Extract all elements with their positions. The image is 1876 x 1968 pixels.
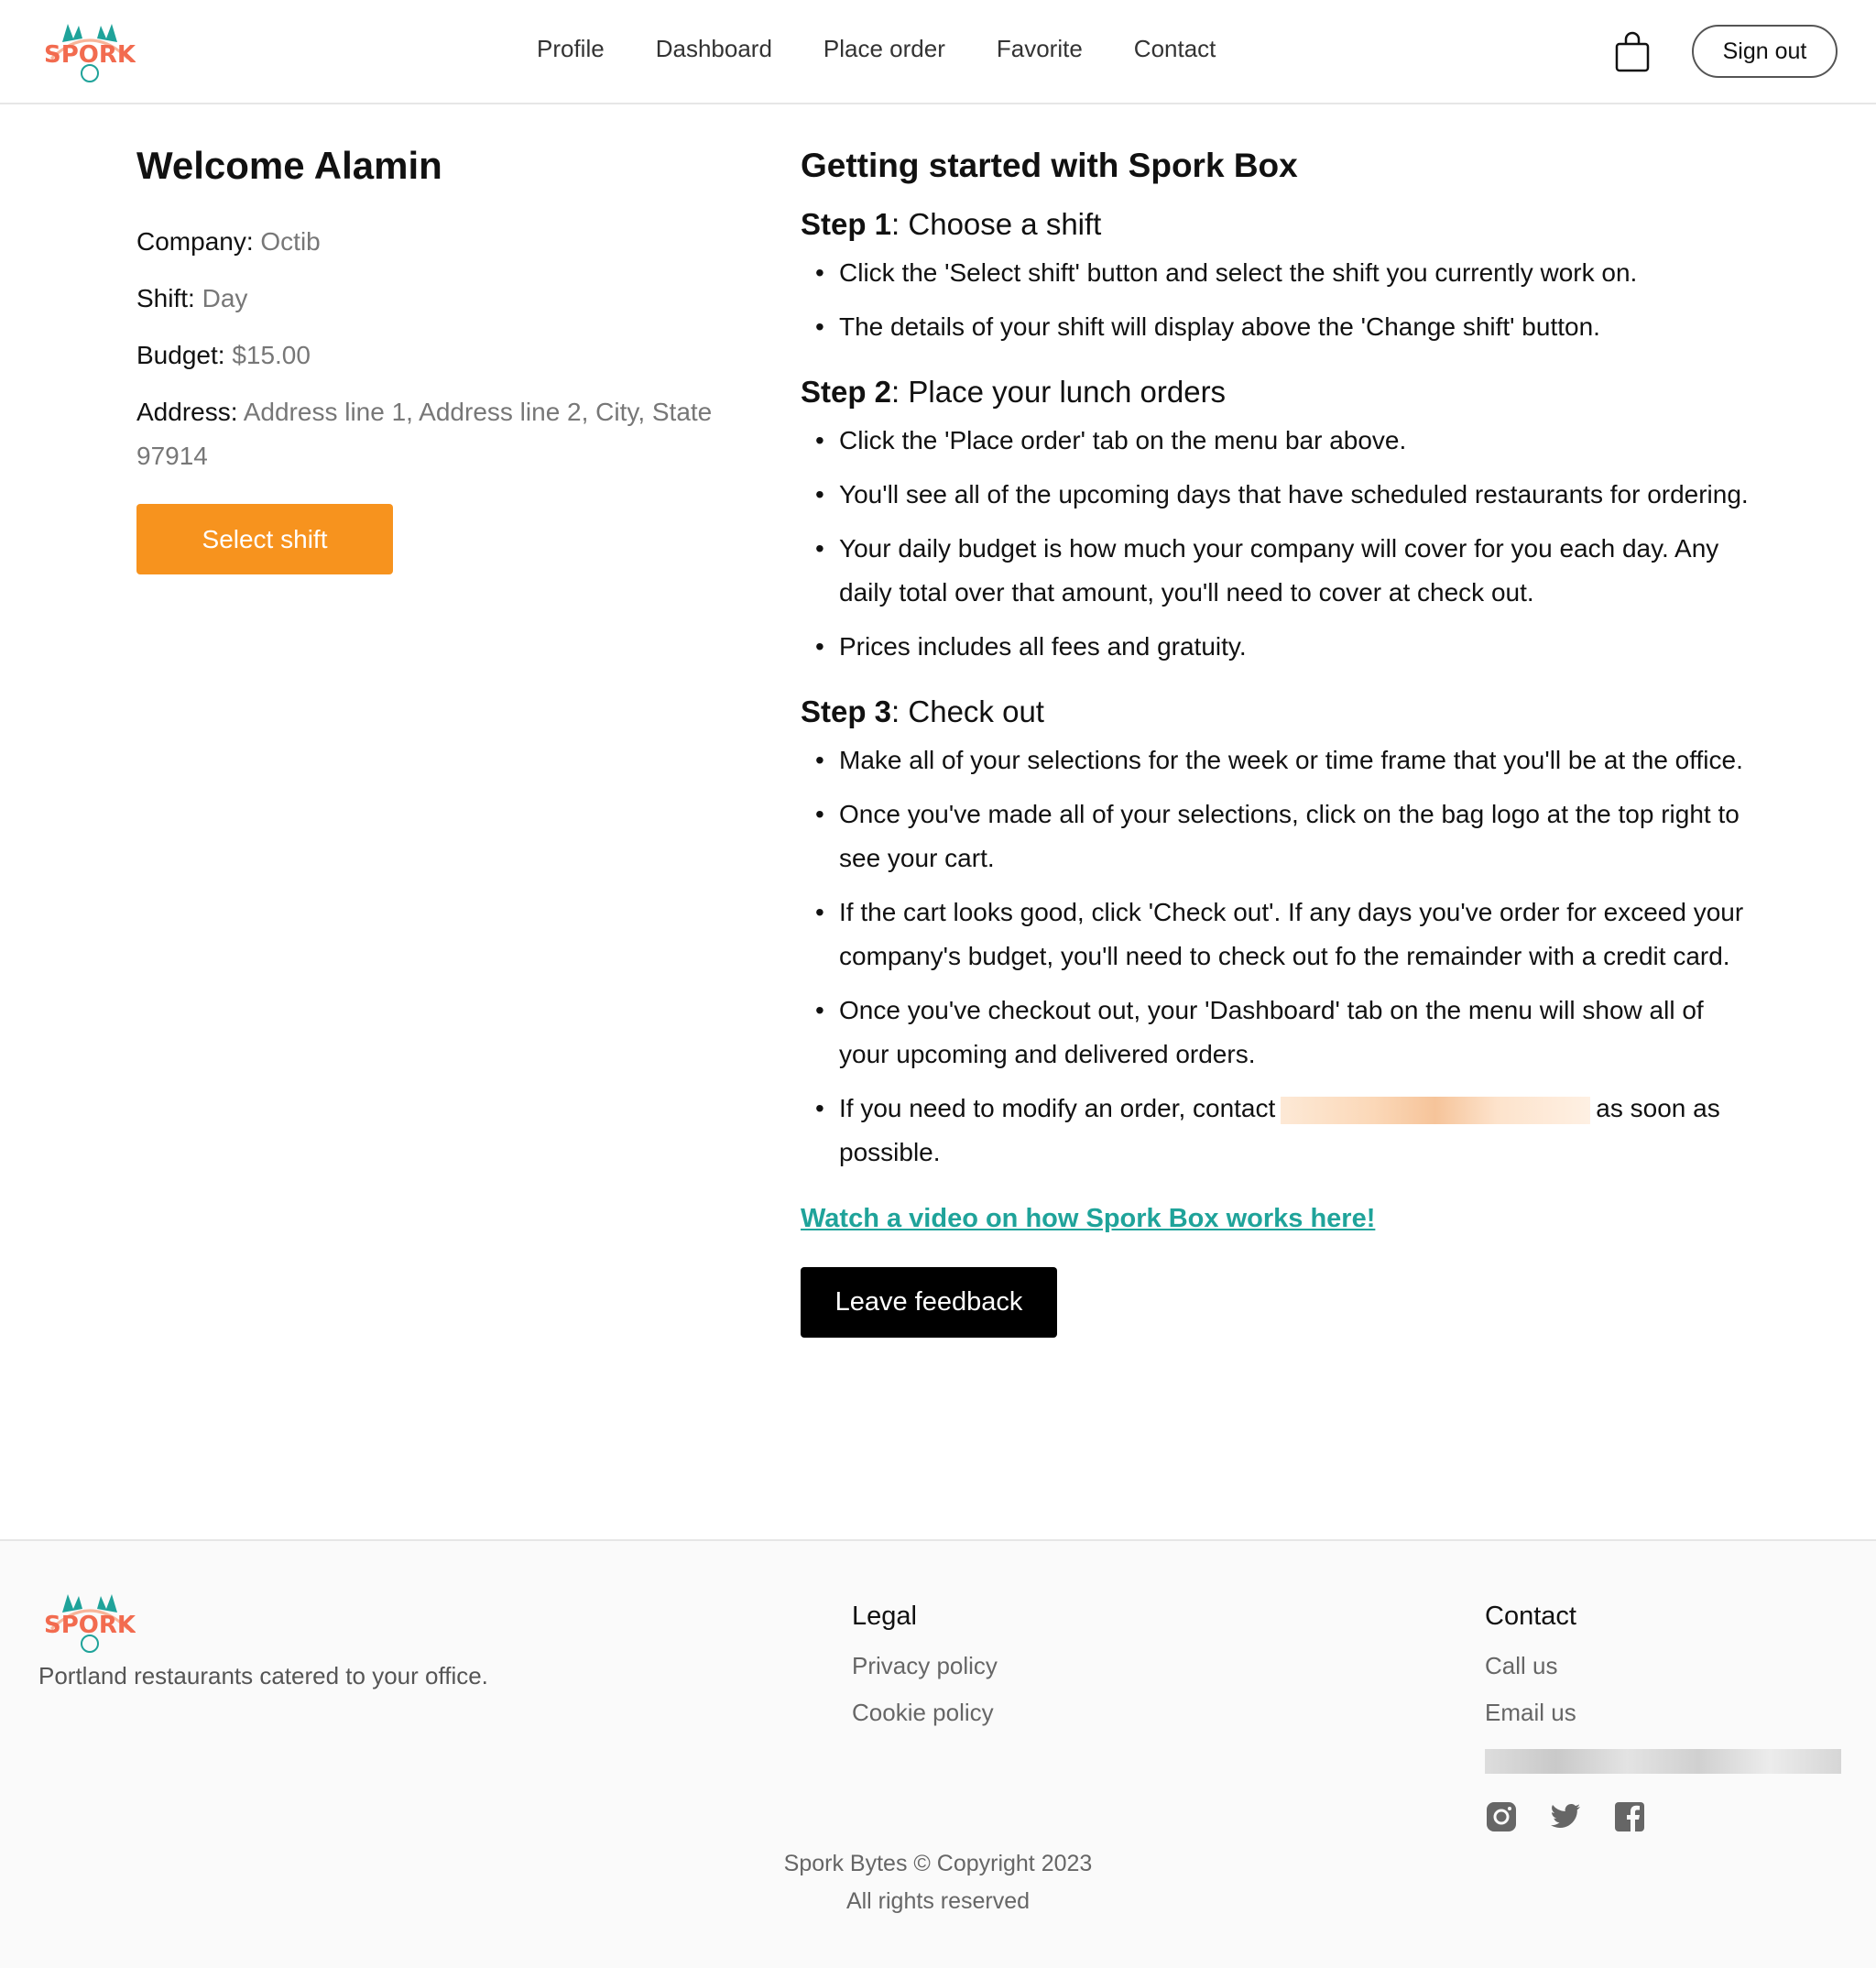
legal-title: Legal [852,1602,917,1631]
list-item: • Once you've made all of your selections, click on the bag logo at the top right to see your cart. [801,793,1753,880]
rights-reserved: All rights reserved [845,1888,1031,1914]
budget-label: Budget: [136,341,225,369]
contact-column [1485,1598,1841,1834]
sign-out-button[interactable]: Sign out [1692,25,1838,78]
list-item: • Prices includes all fees and gratuity. [801,625,1753,669]
contact-prefix: If you need to modify an order, contact [839,1094,1276,1122]
spork-logo[interactable] [44,22,136,82]
step-label: Step 2 [801,375,892,409]
list-item: • The details of your shift will display above the 'Change shift' button. [801,305,1753,349]
address-value: Address line 1, Address line 2, City, State 97914 [136,398,713,470]
step-label: Step 3 [801,694,892,728]
list-item: • If the cart looks good, click 'Check out'. If any days you've order for exceed your company's budget, you'll need to check out fo the remainder with a credit card. [801,891,1753,979]
guide-title: Getting started with Spork Box [801,147,1298,184]
step-title: : Choose a shift [891,207,1102,241]
budget-value: $15.00 [232,341,311,369]
contact-suffix: as soon as possible. [839,1094,1720,1166]
nav-contact[interactable]: Contact [1133,35,1216,62]
shift-label: Shift: [136,284,195,312]
step-3-heading [801,689,1753,735]
step-title: : Check out [891,694,1044,728]
call-us-link[interactable]: Call us [1485,1652,1558,1679]
step-label: Step 1 [801,207,892,241]
redacted-contact [1281,1097,1590,1124]
step-3-list [801,738,1753,1175]
footer-tagline: Portland restaurants catered to your office. [38,1662,488,1689]
address-label: Address: [136,398,238,426]
company-value: Octib [260,227,321,256]
address-field [136,390,723,478]
instagram-icon[interactable] [1485,1799,1518,1834]
redacted-email [1485,1749,1841,1774]
svg-text:SPORK: SPORK [44,1612,136,1639]
shopping-bag-icon[interactable] [1614,31,1651,73]
list-item: • Click the 'Select shift' button and select the shift you currently work on. [801,251,1753,295]
welcome-title: Welcome Alamin [136,144,442,187]
email-us-link[interactable]: Email us [1485,1699,1576,1726]
copyright: Spork Bytes © Copyright 2023 [783,1851,1093,1876]
nav-place-order[interactable]: Place order [823,35,945,62]
step-2-heading [801,369,1753,415]
step-title: : Place your lunch orders [891,375,1227,409]
budget-field [136,333,723,377]
step-2-list [801,419,1753,669]
step-1-heading [801,202,1753,247]
company-field [136,220,723,264]
shift-field [136,277,723,321]
privacy-policy-link[interactable]: Privacy policy [852,1652,998,1679]
svg-text:SPORK: SPORK [44,41,136,69]
social-links [1485,1799,1841,1834]
footer [0,1539,1876,1968]
getting-started [801,137,1753,1338]
cookie-policy-link[interactable]: Cookie policy [852,1699,994,1726]
shift-value: Day [202,284,248,312]
nav-favorite[interactable]: Favorite [996,35,1083,62]
company-label: Company: [136,227,254,256]
top-navbar [0,0,1876,104]
nav-profile[interactable]: Profile [537,35,605,62]
main-nav [537,35,1216,63]
footer-logo[interactable] [44,1592,136,1653]
facebook-icon[interactable] [1613,1799,1646,1834]
leave-feedback-button[interactable]: Leave feedback [801,1267,1057,1338]
step-1-list [801,251,1753,349]
list-item: • Once you've checkout out, your 'Dashboard' tab on the menu will show all of your upcoming and delivered orders. [801,989,1753,1077]
list-item: • You'll see all of the upcoming days that have scheduled restaurants for ordering. [801,473,1753,517]
nav-dashboard[interactable]: Dashboard [655,35,772,62]
twitter-icon[interactable] [1549,1799,1582,1834]
select-shift-button[interactable]: Select shift [136,504,393,574]
video-link[interactable]: Watch a video on how Spork Box works here! [801,1204,1376,1233]
list-item: • Click the 'Place order' tab on the menu bar above. [801,419,1753,463]
profile-panel [136,137,723,574]
list-item: • Make all of your selections for the week or time frame that you'll be at the office. [801,738,1753,782]
legal-column [852,1598,998,1743]
contact-title: Contact [1485,1602,1576,1631]
list-item: • Your daily budget is how much your company will cover for you each day. Any daily total over that amount, you'll need to cover at check out. [801,527,1753,615]
list-item [801,1087,1753,1175]
